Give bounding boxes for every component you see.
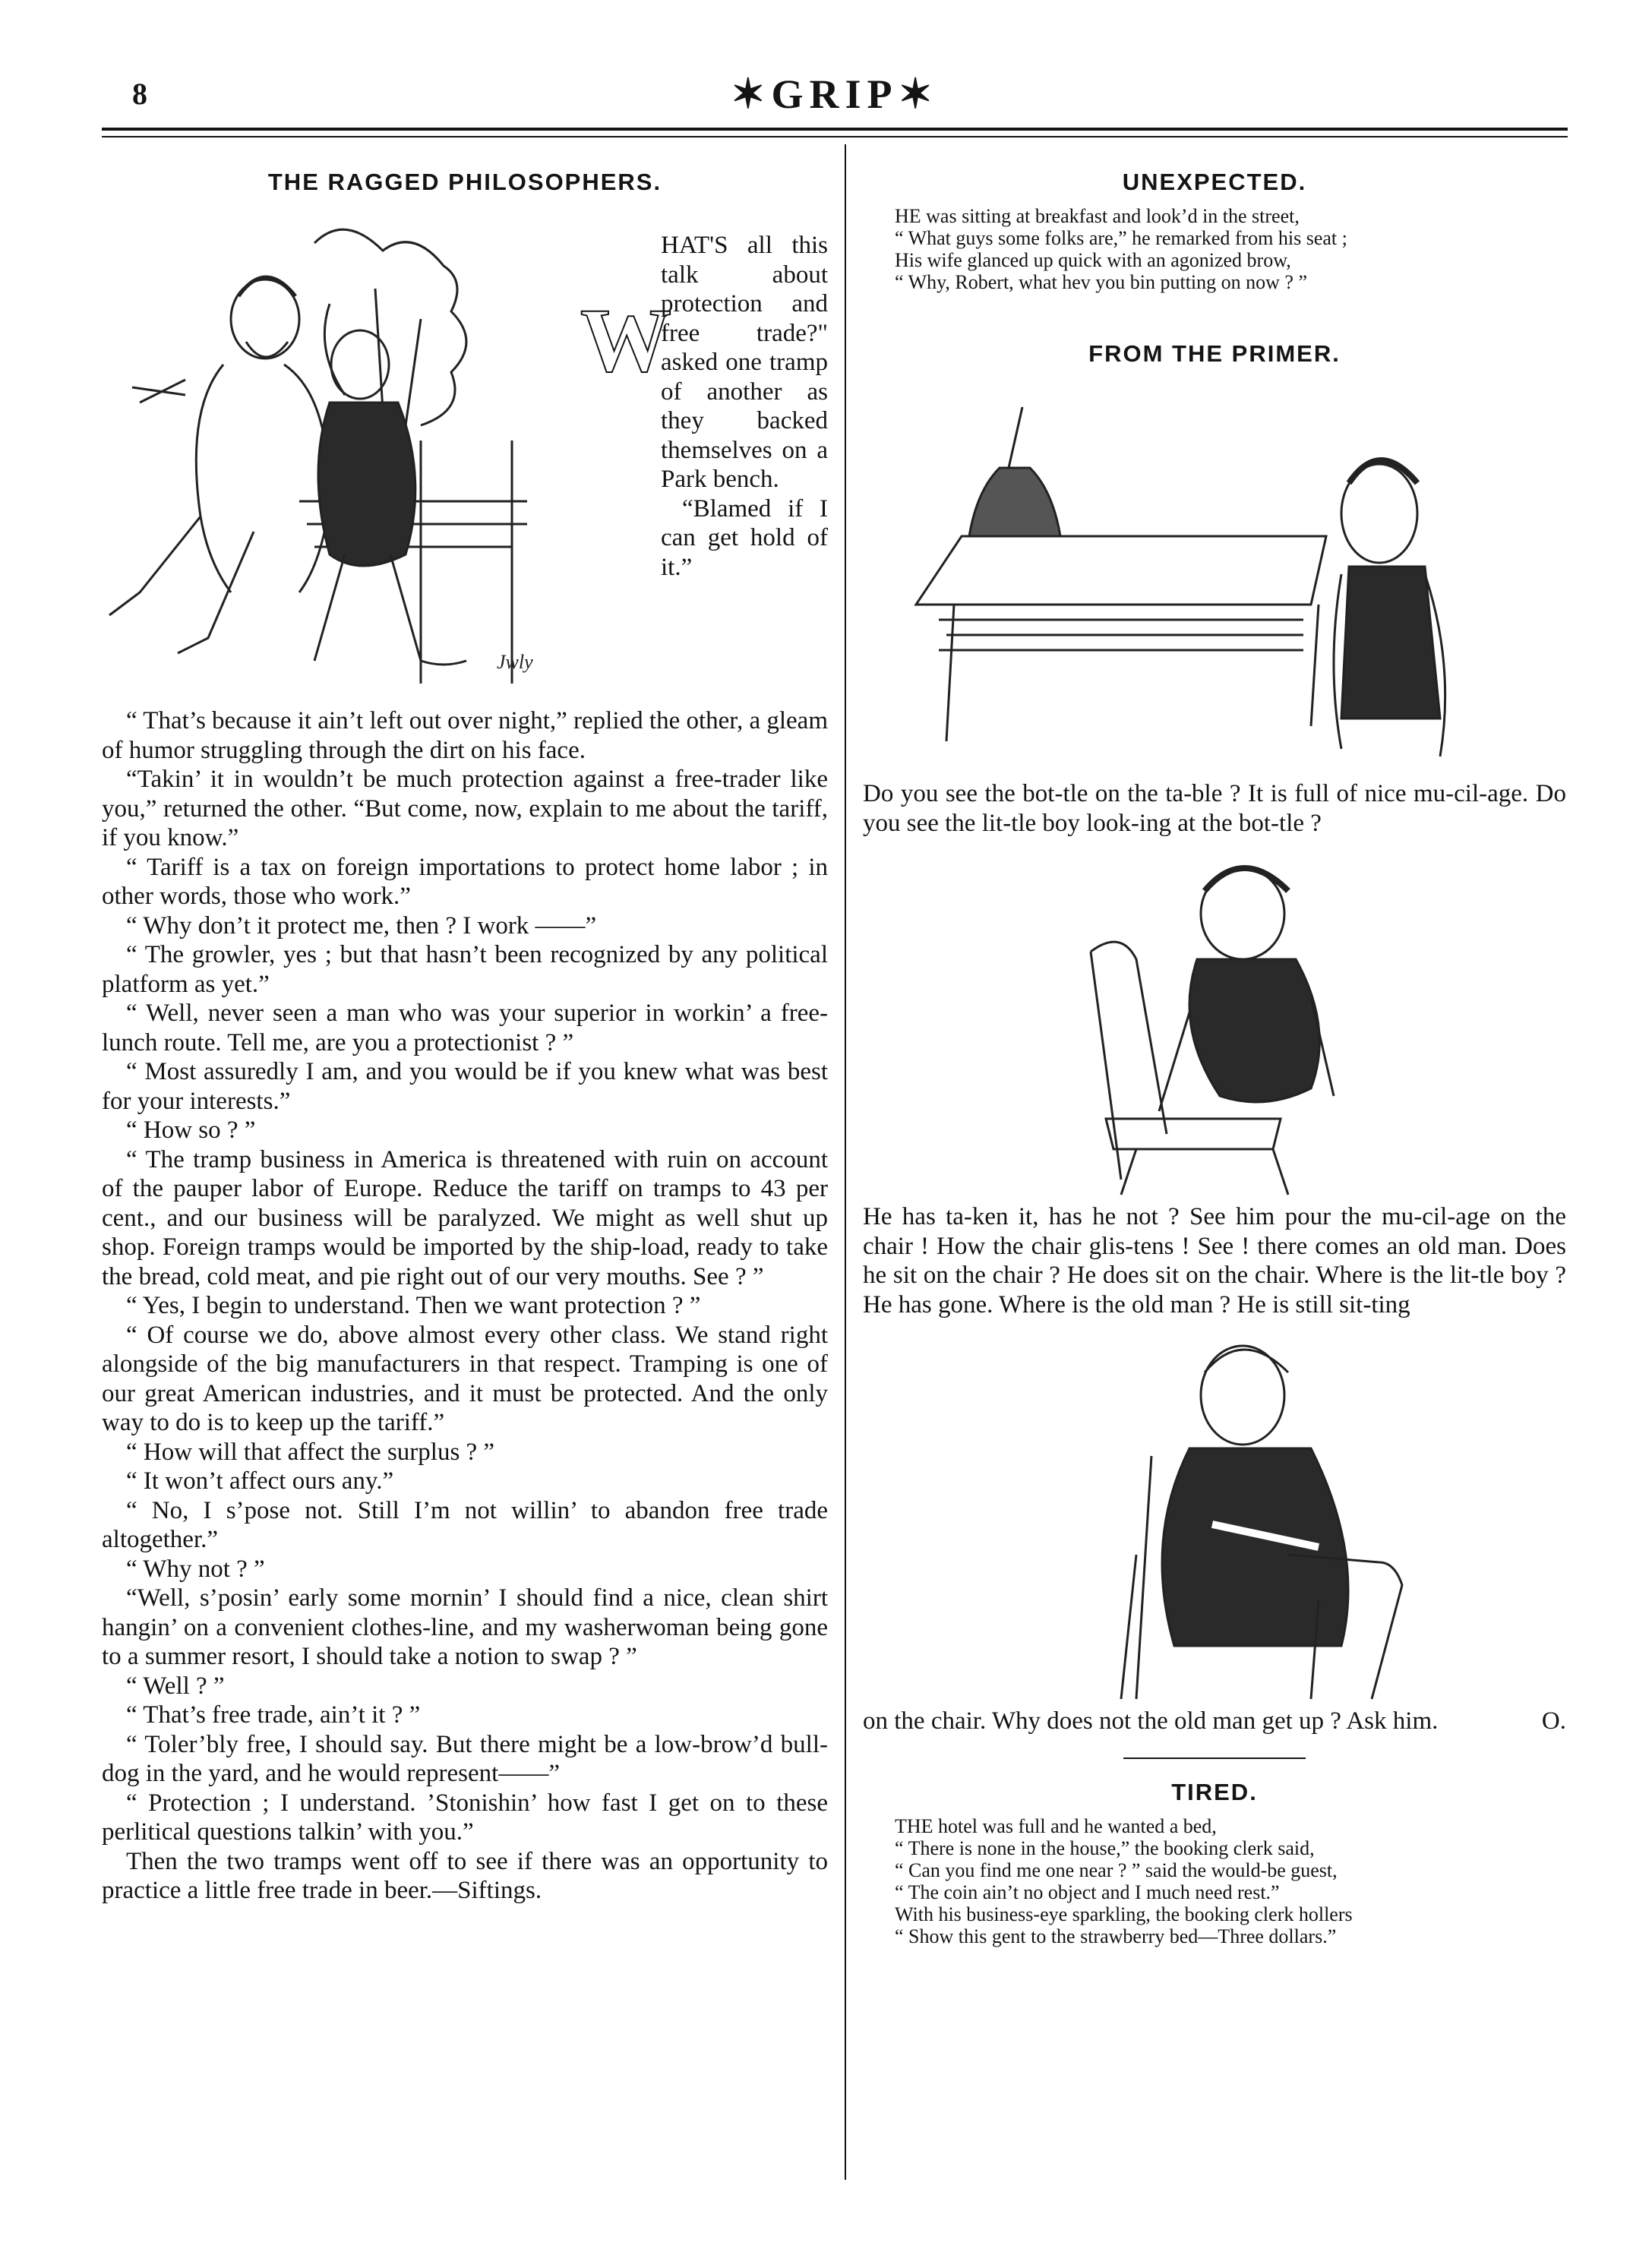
paragraph: “ How will that affect the surplus ? ”: [126, 1438, 495, 1466]
verse-line: THE hotel was full and he wanted a bed,: [895, 1814, 1217, 1837]
unexpected-verse: [895, 205, 1566, 293]
header-rule-thin: [102, 136, 1568, 137]
paragraph: “ Protection ; I understand. ’Stonishin’ how fast I get on to these perlitical questions talkin’ with you.”: [102, 1789, 828, 1846]
page-header: [102, 70, 1568, 123]
intro-second-paragraph: “Blamed if I can get hold of it.”: [661, 494, 828, 581]
masthead-title: ✶GRIP✶: [731, 71, 939, 117]
paragraph: “ Why don’t it protect me, then ? I work ——”: [126, 911, 597, 940]
paragraph: “ Why not ? ”: [126, 1555, 265, 1583]
paragraph: “ That’s because it ain’t left out over night,” replied the other, a gleam of humor struggling through the dirt on his face.: [102, 707, 828, 764]
paragraph: “ Well ? ”: [126, 1672, 225, 1700]
article-title-unexpected: UNEXPECTED.: [1122, 169, 1307, 195]
verse-line: “ Why, Robert, what hev you bin putting on now ? ”: [895, 271, 1308, 293]
verse-line: “ What guys some folks are,” he remarked from his seat ;: [895, 227, 1347, 249]
paragraph: “ Most assuredly I am, and you would be if you knew what was best for your interests.”: [102, 1058, 828, 1115]
paragraph: “ Yes, I begin to understand. Then we want protection ? ”: [126, 1292, 701, 1319]
boy-and-bottle-illustration: [863, 377, 1566, 779]
article-title-tired: TIRED.: [1171, 1778, 1258, 1805]
boy-pouring-illustration: [863, 845, 1566, 1202]
column-divider: [845, 144, 846, 2180]
paragraph: “ No, I s’pose not. Still I’m not willin’ to abandon free trade altogether.”: [102, 1496, 828, 1553]
verse-line: His wife glanced up quick with an agonized brow,: [895, 249, 1291, 271]
article-title-ragged-philosophers: THE RAGGED PHILOSOPHERS.: [267, 169, 662, 195]
left-column: [102, 152, 828, 1906]
paragraph: “Takin’ it in wouldn’t be much protection against a free-trader like you,” returned the other. “But come, now, explain to me about the tariff, if you know.”: [102, 766, 828, 851]
article-intro: [102, 205, 828, 706]
tramps-on-bench-illustration: [102, 213, 588, 684]
verse-line: “ Show this gent to the strawberry bed—Three dollars.”: [895, 1925, 1337, 1947]
boy-pouring-drawing: [863, 845, 1566, 1202]
boy-and-bottle-drawing: [863, 377, 1566, 779]
paragraph: “ The tramp business in America is threatened with ruin on account of the pauper labor of Europe. Reduce the tariff on tramps to 43 per cent., and our business will be paralyzed. We might as well shut up shop. Foreign tramps would be imported by the ship-load, ready to take the bread, cold meat, and pie right out of our very mouths. See ? ”: [102, 1145, 828, 1290]
verse-line: HE was sitting at breakfast and look’d in the street,: [895, 205, 1300, 227]
paragraph: “ It won’t affect ours any.”: [126, 1467, 394, 1495]
section-divider-rule: [1123, 1757, 1306, 1759]
verse-line: “ Can you find me one near ? ” said the would-be guest,: [895, 1859, 1338, 1881]
verse-line: “ The coin ain’t no object and I much need rest.”: [895, 1881, 1280, 1903]
header-rule-thick: [102, 128, 1568, 131]
page-number: 8: [132, 77, 147, 111]
paragraph: “ Well, never seen a man who was your superior in workin’ a free-lunch route. Tell me, are you a protectionist ? ”: [102, 1000, 828, 1056]
primer-paragraph-3: [863, 1707, 1566, 1736]
primer-paragraph-3-text: on the chair. Why does not the old man get up ? Ask him.: [863, 1707, 1439, 1735]
paragraph: “ Of course we do, above almost every other class. We stand right alongside of the big manufacturers in that respect. Tramping is one of our great American industries, and it must be protected. And the only way to do is to keep up the tariff.”: [102, 1321, 828, 1436]
paragraph: “ How so ? ”: [126, 1116, 256, 1144]
article-title-primer: FROM THE PRIMER.: [1088, 340, 1341, 367]
paragraph: “ The growler, yes ; but that hasn’t been recognized by any political platform as yet.”: [102, 941, 828, 998]
primer-paragraph-1: Do you see the bot-tle on the ta-ble ? It is full of nice mu-cil-age. Do you see the lit-tle boy look-ing at the bot-tle ?: [863, 780, 1566, 837]
primer-signature: O.: [1541, 1707, 1566, 1735]
verse-line: With his business-eye sparkling, the booking clerk hollers: [895, 1903, 1353, 1925]
paragraph: “ Tariff is a tax on foreign importations to protect home labor ; in other words, those who work.”: [102, 853, 828, 910]
dropcap-letter: W: [580, 289, 671, 390]
paragraph: “Well, s’posin’ early some mornin’ I should find a nice, clean shirt hangin’ on a convenient clothes-line, and my washerwoman being gone to a summer resort, I should take a notion to swap ? ”: [102, 1584, 828, 1670]
intro-paragraph: [661, 231, 828, 582]
article-body: [102, 706, 828, 1906]
illustration-signature: Jwly: [497, 651, 533, 673]
old-man-illustration: [863, 1327, 1566, 1707]
right-column: [863, 152, 1566, 1947]
primer-paragraph-2: He has ta-ken it, has he not ? See him pour the mu-cil-age on the chair ! How the chair glis-tens ! See ! there comes an old man. Does he sit on the chair ? He does sit on the chair. Where is the lit-tle boy ? He has gone. Where is the old man ? He is still sit-ting: [863, 1203, 1566, 1318]
tired-verse: [895, 1815, 1566, 1947]
tramps-on-bench-drawing: [102, 213, 588, 684]
paragraph-closing: Then the two tramps went off to see if there was an opportunity to practice a little free trade in beer.—Siftings.: [102, 1847, 828, 1904]
verse-line: “ There is none in the house,” the booking clerk said,: [895, 1836, 1315, 1859]
paragraph: “ That’s free trade, ain’t it ? ”: [126, 1701, 421, 1729]
paragraph: “ Toler’bly free, I should say. But there might be a low-brow’d bull-dog in the yard, and he would represent——”: [102, 1730, 828, 1787]
old-man-drawing: [863, 1327, 1566, 1707]
intro-text: HAT'S all this talk about protection and free trade?" asked one tramp of another as they backed themselves on a Park bench.: [661, 232, 828, 493]
